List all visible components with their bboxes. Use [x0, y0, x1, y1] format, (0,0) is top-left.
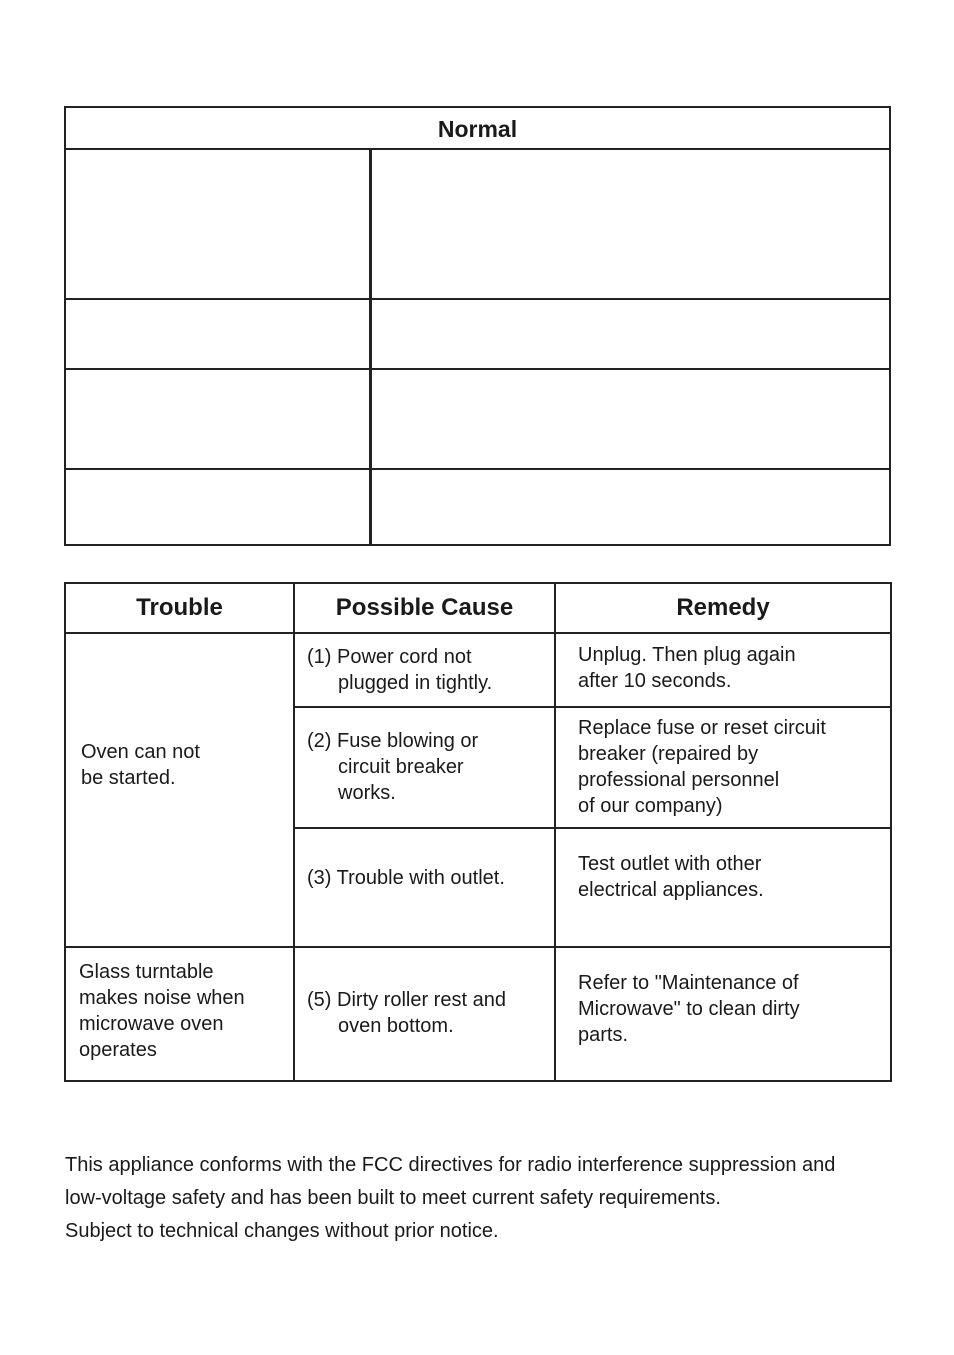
normal-table-row-divider [66, 298, 889, 300]
cause-text: Power cord not [337, 646, 472, 668]
normal-table-row-divider [66, 468, 889, 470]
cause-number: (3) [307, 867, 332, 889]
cause-number: (2) [307, 730, 332, 752]
cause-cell [307, 644, 547, 696]
header-divider [66, 632, 890, 634]
technical-changes-notice: Subject to technical changes without prior notice. [65, 1220, 499, 1242]
compliance-line: low-voltage safety and has been built to meet current safety requirements. [65, 1187, 721, 1209]
cause-number: (1) [307, 646, 332, 668]
trouble-cell: Oven can not be started. [81, 741, 200, 789]
compliance-line: This appliance conforms with the FCC directives for radio interference suppression and [65, 1154, 836, 1176]
row-divider [66, 946, 890, 948]
remedy-cell: Refer to "Maintenance of Microwave" to clean dirty parts. [578, 972, 800, 1046]
cause-cell [307, 728, 547, 806]
remedy-cell: Replace fuse or reset circuit breaker (repaired by professional personnel of our company) [578, 717, 826, 817]
cause-text: Trouble with outlet. [336, 867, 505, 889]
compliance-notice [65, 1149, 905, 1248]
remedy-cell: Test outlet with other electrical appliances. [578, 853, 764, 901]
row-divider [293, 706, 890, 708]
cause-text-continued: oven bottom. [338, 1015, 454, 1037]
header-trouble: Trouble [136, 594, 223, 621]
normal-table-header: Normal [66, 108, 889, 150]
column-divider [554, 584, 556, 1080]
header-possible-cause: Possible Cause [335, 594, 514, 621]
cause-text: Dirty roller rest and [337, 989, 506, 1011]
cause-number: (5) [307, 989, 332, 1011]
trouble-cell: Glass turntable makes noise when microwave oven operates [79, 961, 245, 1061]
normal-table [64, 106, 891, 546]
normal-table-column-divider [369, 150, 372, 544]
cause-text-continued: plugged in tightly. [338, 672, 493, 694]
column-divider [293, 584, 295, 1080]
row-divider [293, 827, 890, 829]
cause-cell [307, 987, 547, 1039]
cause-text-continued: circuit breaker works. [338, 756, 464, 804]
cause-text: Fuse blowing or [337, 730, 479, 752]
normal-table-row-divider [66, 368, 889, 370]
cause-cell [307, 865, 547, 891]
troubleshooting-table [64, 582, 892, 1082]
header-remedy: Remedy [676, 594, 770, 621]
remedy-cell: Unplug. Then plug again after 10 seconds. [578, 644, 796, 692]
